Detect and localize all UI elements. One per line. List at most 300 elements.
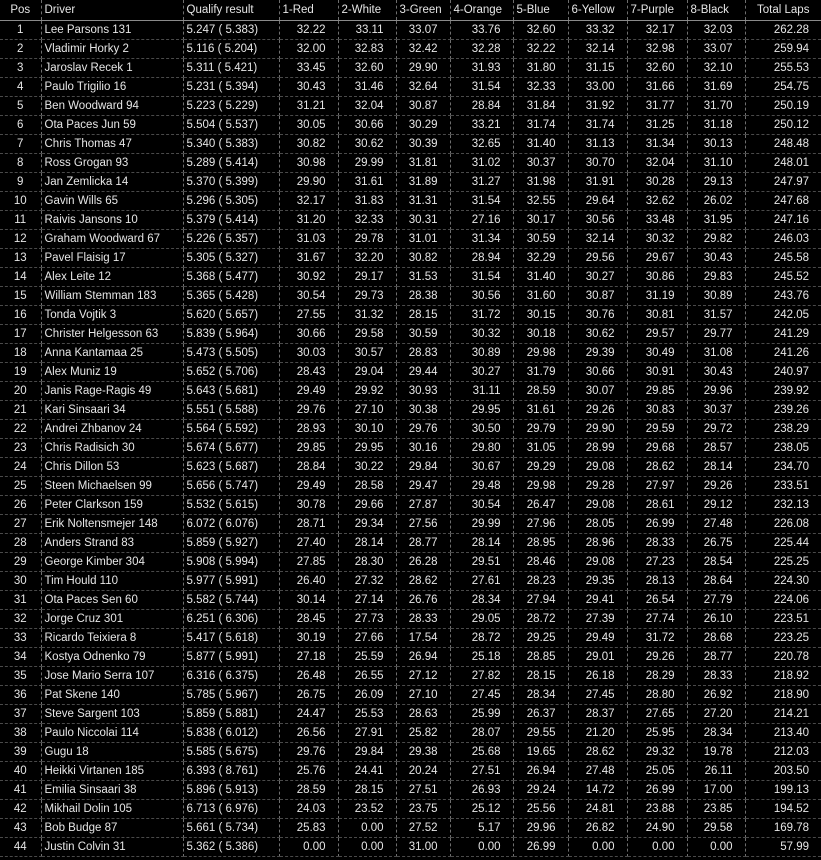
lap2-cell: 29.84 [338, 743, 396, 762]
lap3-cell: 29.84 [396, 458, 450, 477]
lap1-cell: 30.78 [279, 496, 338, 515]
lap5-cell: 28.85 [513, 648, 568, 667]
col-lap7-header: 7-Purple [627, 0, 687, 21]
qualify-cell: 5.643 ( 5.681) [183, 382, 279, 401]
lap4-cell: 31.02 [450, 154, 513, 173]
lap2-cell: 0.00 [338, 819, 396, 838]
lap3-cell: 30.31 [396, 211, 450, 230]
lap6-cell: 29.90 [568, 420, 627, 439]
qualify-cell: 5.365 ( 5.428) [183, 287, 279, 306]
lap6-cell: 27.48 [568, 762, 627, 781]
col-qualify-header: Qualify result [183, 0, 279, 21]
lap1-cell: 30.19 [279, 629, 338, 648]
total-cell: 250.12 [745, 116, 821, 135]
lap1-cell: 29.85 [279, 439, 338, 458]
driver-cell: Alex Leite 12 [41, 268, 183, 287]
total-cell: 254.75 [745, 78, 821, 97]
pos-cell: 38 [0, 724, 41, 743]
qualify-cell: 5.551 ( 5.588) [183, 401, 279, 420]
lap7-cell: 30.28 [627, 173, 687, 192]
driver-cell: Ota Paces Sen 60 [41, 591, 183, 610]
lap2-cell: 31.61 [338, 173, 396, 192]
header-row [0, 0, 821, 21]
lap4-cell: 29.51 [450, 553, 513, 572]
lap1-cell: 29.49 [279, 382, 338, 401]
table-row [0, 97, 821, 116]
lap8-cell: 30.37 [687, 401, 745, 420]
lap8-cell: 31.18 [687, 116, 745, 135]
lap2-cell: 28.30 [338, 553, 396, 572]
total-cell: 238.29 [745, 420, 821, 439]
lap8-cell: 29.72 [687, 420, 745, 439]
lap5-cell: 31.79 [513, 363, 568, 382]
lap1-cell: 31.03 [279, 230, 338, 249]
lap5-cell: 28.95 [513, 534, 568, 553]
lap5-cell: 31.61 [513, 401, 568, 420]
driver-cell: Tonda Vojtik 3 [41, 306, 183, 325]
lap7-cell: 25.95 [627, 724, 687, 743]
driver-cell: Raivis Jansons 10 [41, 211, 183, 230]
lap5-cell: 31.74 [513, 116, 568, 135]
lap3-cell: 28.15 [396, 306, 450, 325]
lap4-cell: 29.95 [450, 401, 513, 420]
driver-cell: Alex Muniz 19 [41, 363, 183, 382]
lap3-cell: 30.38 [396, 401, 450, 420]
lap4-cell: 25.18 [450, 648, 513, 667]
total-cell: 213.40 [745, 724, 821, 743]
lap1-cell: 32.17 [279, 192, 338, 211]
lap3-cell: 25.82 [396, 724, 450, 743]
total-cell: 247.97 [745, 173, 821, 192]
lap2-cell: 26.09 [338, 686, 396, 705]
lap5-cell: 29.79 [513, 420, 568, 439]
lap7-cell: 28.13 [627, 572, 687, 591]
lap1-cell: 30.54 [279, 287, 338, 306]
lap2-cell: 27.10 [338, 401, 396, 420]
lap4-cell: 29.80 [450, 439, 513, 458]
lap3-cell: 27.52 [396, 819, 450, 838]
lap3-cell: 28.62 [396, 572, 450, 591]
lap4-cell: 31.27 [450, 173, 513, 192]
qualify-cell: 5.908 ( 5.994) [183, 553, 279, 572]
lap7-cell: 23.88 [627, 800, 687, 819]
lap6-cell: 14.72 [568, 781, 627, 800]
lap4-cell: 29.48 [450, 477, 513, 496]
lap4-cell: 29.99 [450, 515, 513, 534]
lap6-cell: 26.18 [568, 667, 627, 686]
lap5-cell: 26.94 [513, 762, 568, 781]
qualify-cell: 5.362 ( 5.386) [183, 838, 279, 857]
lap3-cell: 27.87 [396, 496, 450, 515]
lap1-cell: 31.21 [279, 97, 338, 116]
lap6-cell: 30.70 [568, 154, 627, 173]
driver-cell: Andrei Zhbanov 24 [41, 420, 183, 439]
lap8-cell: 28.64 [687, 572, 745, 591]
lap3-cell: 27.10 [396, 686, 450, 705]
col-driver-header: Driver [41, 0, 183, 21]
lap8-cell: 28.77 [687, 648, 745, 667]
lap4-cell: 33.76 [450, 21, 513, 40]
lap6-cell: 28.62 [568, 743, 627, 762]
table-row [0, 401, 821, 420]
lap6-cell: 29.41 [568, 591, 627, 610]
lap6-cell: 28.99 [568, 439, 627, 458]
lap7-cell: 31.66 [627, 78, 687, 97]
lap7-cell: 30.86 [627, 268, 687, 287]
lap1-cell: 27.85 [279, 553, 338, 572]
lap4-cell: 25.99 [450, 705, 513, 724]
lap5-cell: 32.29 [513, 249, 568, 268]
qualify-cell: 5.340 ( 5.383) [183, 135, 279, 154]
lap5-cell: 26.37 [513, 705, 568, 724]
qualify-cell: 5.877 ( 5.991) [183, 648, 279, 667]
lap1-cell: 27.40 [279, 534, 338, 553]
pos-cell: 23 [0, 439, 41, 458]
col-lap8-header: 8-Black [687, 0, 745, 21]
table-row [0, 287, 821, 306]
lap8-cell: 32.03 [687, 21, 745, 40]
pos-cell: 34 [0, 648, 41, 667]
lap1-cell: 29.90 [279, 173, 338, 192]
qualify-cell: 5.620 ( 5.657) [183, 306, 279, 325]
lap7-cell: 32.60 [627, 59, 687, 78]
total-cell: 214.21 [745, 705, 821, 724]
lap5-cell: 31.98 [513, 173, 568, 192]
lap5-cell: 27.94 [513, 591, 568, 610]
lap2-cell: 29.73 [338, 287, 396, 306]
table-row [0, 344, 821, 363]
total-cell: 243.76 [745, 287, 821, 306]
lap3-cell: 20.24 [396, 762, 450, 781]
lap4-cell: 30.27 [450, 363, 513, 382]
lap8-cell: 26.11 [687, 762, 745, 781]
table-row [0, 420, 821, 439]
lap5-cell: 31.80 [513, 59, 568, 78]
driver-cell: Anders Strand 83 [41, 534, 183, 553]
lap4-cell: 31.11 [450, 382, 513, 401]
lap3-cell: 30.59 [396, 325, 450, 344]
lap5-cell: 32.33 [513, 78, 568, 97]
lap3-cell: 33.07 [396, 21, 450, 40]
lap6-cell: 31.74 [568, 116, 627, 135]
driver-cell: Lee Parsons 131 [41, 21, 183, 40]
lap2-cell: 30.66 [338, 116, 396, 135]
table-row [0, 591, 821, 610]
qualify-cell: 6.251 ( 6.306) [183, 610, 279, 629]
pos-cell: 10 [0, 192, 41, 211]
total-cell: 224.30 [745, 572, 821, 591]
pos-cell: 20 [0, 382, 41, 401]
lap4-cell: 32.28 [450, 40, 513, 59]
qualify-cell: 5.564 ( 5.592) [183, 420, 279, 439]
lap4-cell: 30.50 [450, 420, 513, 439]
qualify-cell: 6.713 ( 6.976) [183, 800, 279, 819]
lap8-cell: 29.12 [687, 496, 745, 515]
total-cell: 238.05 [745, 439, 821, 458]
lap2-cell: 32.04 [338, 97, 396, 116]
lap7-cell: 32.62 [627, 192, 687, 211]
lap2-cell: 26.55 [338, 667, 396, 686]
pos-cell: 17 [0, 325, 41, 344]
total-cell: 246.03 [745, 230, 821, 249]
table-row [0, 306, 821, 325]
lap3-cell: 31.01 [396, 230, 450, 249]
lap8-cell: 19.78 [687, 743, 745, 762]
qualify-cell: 5.311 ( 5.421) [183, 59, 279, 78]
lap1-cell: 30.92 [279, 268, 338, 287]
lap5-cell: 31.84 [513, 97, 568, 116]
lap7-cell: 30.83 [627, 401, 687, 420]
qualify-cell: 5.661 ( 5.734) [183, 819, 279, 838]
lap7-cell: 29.32 [627, 743, 687, 762]
lap5-cell: 32.22 [513, 40, 568, 59]
pos-cell: 18 [0, 344, 41, 363]
lap4-cell: 31.72 [450, 306, 513, 325]
lap8-cell: 30.43 [687, 249, 745, 268]
pos-cell: 6 [0, 116, 41, 135]
lap6-cell: 29.49 [568, 629, 627, 648]
driver-cell: Justin Colvin 31 [41, 838, 183, 857]
lap4-cell: 27.45 [450, 686, 513, 705]
qualify-cell: 5.116 ( 5.204) [183, 40, 279, 59]
lap2-cell: 29.95 [338, 439, 396, 458]
lap2-cell: 29.92 [338, 382, 396, 401]
lap7-cell: 27.97 [627, 477, 687, 496]
pos-cell: 28 [0, 534, 41, 553]
driver-cell: Ota Paces Jun 59 [41, 116, 183, 135]
col-pos-header: Pos [0, 0, 41, 21]
lap3-cell: 26.76 [396, 591, 450, 610]
lap2-cell: 30.22 [338, 458, 396, 477]
lap6-cell: 31.92 [568, 97, 627, 116]
lap8-cell: 26.92 [687, 686, 745, 705]
total-cell: 241.26 [745, 344, 821, 363]
lap7-cell: 29.26 [627, 648, 687, 667]
pos-cell: 4 [0, 78, 41, 97]
qualify-cell: 5.368 ( 5.477) [183, 268, 279, 287]
lap8-cell: 29.77 [687, 325, 745, 344]
lap8-cell: 30.89 [687, 287, 745, 306]
lap6-cell: 29.08 [568, 553, 627, 572]
lap1-cell: 25.76 [279, 762, 338, 781]
table-row [0, 553, 821, 572]
lap1-cell: 30.03 [279, 344, 338, 363]
table-row [0, 154, 821, 173]
lap2-cell: 28.15 [338, 781, 396, 800]
lap5-cell: 26.99 [513, 838, 568, 857]
lap6-cell: 29.39 [568, 344, 627, 363]
lap4-cell: 25.68 [450, 743, 513, 762]
lap2-cell: 29.17 [338, 268, 396, 287]
lap5-cell: 29.24 [513, 781, 568, 800]
lap2-cell: 27.32 [338, 572, 396, 591]
qualify-cell: 5.785 ( 5.967) [183, 686, 279, 705]
lap7-cell: 30.81 [627, 306, 687, 325]
qualify-cell: 5.305 ( 5.327) [183, 249, 279, 268]
table-row [0, 439, 821, 458]
lap2-cell: 33.11 [338, 21, 396, 40]
lap2-cell: 28.14 [338, 534, 396, 553]
lap4-cell: 28.72 [450, 629, 513, 648]
driver-cell: Anna Kantamaa 25 [41, 344, 183, 363]
lap4-cell: 25.12 [450, 800, 513, 819]
qualify-cell: 5.370 ( 5.399) [183, 173, 279, 192]
lap5-cell: 29.98 [513, 344, 568, 363]
total-cell: 223.51 [745, 610, 821, 629]
lap1-cell: 26.56 [279, 724, 338, 743]
lap2-cell: 29.34 [338, 515, 396, 534]
lap8-cell: 27.48 [687, 515, 745, 534]
lap7-cell: 28.62 [627, 458, 687, 477]
lap8-cell: 30.43 [687, 363, 745, 382]
lap4-cell: 31.54 [450, 78, 513, 97]
lap3-cell: 29.47 [396, 477, 450, 496]
lap3-cell: 27.51 [396, 781, 450, 800]
driver-cell: Chris Thomas 47 [41, 135, 183, 154]
lap2-cell: 0.00 [338, 838, 396, 857]
lap7-cell: 31.72 [627, 629, 687, 648]
table-row [0, 325, 821, 344]
driver-cell: William Stemman 183 [41, 287, 183, 306]
lap7-cell: 31.25 [627, 116, 687, 135]
col-lap5-header: 5-Blue [513, 0, 568, 21]
total-cell: 218.92 [745, 667, 821, 686]
lap1-cell: 29.49 [279, 477, 338, 496]
qualify-cell: 6.316 ( 6.375) [183, 667, 279, 686]
lap8-cell: 28.14 [687, 458, 745, 477]
total-cell: 234.70 [745, 458, 821, 477]
lap5-cell: 31.40 [513, 135, 568, 154]
lap4-cell: 31.54 [450, 268, 513, 287]
lap6-cell: 30.27 [568, 268, 627, 287]
lap5-cell: 28.72 [513, 610, 568, 629]
lap5-cell: 29.29 [513, 458, 568, 477]
lap4-cell: 30.56 [450, 287, 513, 306]
lap6-cell: 30.07 [568, 382, 627, 401]
lap2-cell: 27.91 [338, 724, 396, 743]
lap1-cell: 27.18 [279, 648, 338, 667]
driver-cell: Janis Rage-Ragis 49 [41, 382, 183, 401]
lap6-cell: 28.05 [568, 515, 627, 534]
lap1-cell: 32.22 [279, 21, 338, 40]
lap5-cell: 28.34 [513, 686, 568, 705]
driver-cell: Jaroslav Recek 1 [41, 59, 183, 78]
qualify-cell: 5.674 ( 5.677) [183, 439, 279, 458]
driver-cell: Pat Skene 140 [41, 686, 183, 705]
lap3-cell: 28.83 [396, 344, 450, 363]
lap4-cell: 27.61 [450, 572, 513, 591]
lap5-cell: 29.55 [513, 724, 568, 743]
lap3-cell: 29.76 [396, 420, 450, 439]
lap2-cell: 31.83 [338, 192, 396, 211]
lap8-cell: 31.69 [687, 78, 745, 97]
total-cell: 255.53 [745, 59, 821, 78]
lap6-cell: 31.13 [568, 135, 627, 154]
lap1-cell: 28.93 [279, 420, 338, 439]
pos-cell: 21 [0, 401, 41, 420]
table-row [0, 116, 821, 135]
pos-cell: 24 [0, 458, 41, 477]
pos-cell: 13 [0, 249, 41, 268]
lap8-cell: 28.68 [687, 629, 745, 648]
lap5-cell: 30.15 [513, 306, 568, 325]
table-row [0, 173, 821, 192]
lap3-cell: 30.29 [396, 116, 450, 135]
qualify-cell: 5.585 ( 5.675) [183, 743, 279, 762]
lap3-cell: 30.16 [396, 439, 450, 458]
lap1-cell: 25.83 [279, 819, 338, 838]
lap1-cell: 26.48 [279, 667, 338, 686]
lap8-cell: 30.13 [687, 135, 745, 154]
lap1-cell: 28.84 [279, 458, 338, 477]
pos-cell: 30 [0, 572, 41, 591]
pos-cell: 43 [0, 819, 41, 838]
qualify-cell: 5.504 ( 5.537) [183, 116, 279, 135]
lap4-cell: 28.14 [450, 534, 513, 553]
lap8-cell: 31.57 [687, 306, 745, 325]
lap8-cell: 28.54 [687, 553, 745, 572]
lap5-cell: 31.60 [513, 287, 568, 306]
lap8-cell: 28.34 [687, 724, 745, 743]
lap3-cell: 31.00 [396, 838, 450, 857]
lap2-cell: 31.46 [338, 78, 396, 97]
lap8-cell: 29.83 [687, 268, 745, 287]
lap4-cell: 5.17 [450, 819, 513, 838]
lap1-cell: 29.76 [279, 401, 338, 420]
lap1-cell: 30.82 [279, 135, 338, 154]
qualify-cell: 5.656 ( 5.747) [183, 477, 279, 496]
total-cell: 247.16 [745, 211, 821, 230]
driver-cell: Chris Radisich 30 [41, 439, 183, 458]
pos-cell: 8 [0, 154, 41, 173]
lap4-cell: 32.65 [450, 135, 513, 154]
pos-cell: 11 [0, 211, 41, 230]
lap3-cell: 32.42 [396, 40, 450, 59]
total-cell: 245.52 [745, 268, 821, 287]
driver-cell: Christer Helgesson 63 [41, 325, 183, 344]
lap5-cell: 28.59 [513, 382, 568, 401]
table-row [0, 458, 821, 477]
lap4-cell: 30.67 [450, 458, 513, 477]
pos-cell: 39 [0, 743, 41, 762]
lap7-cell: 27.65 [627, 705, 687, 724]
table-row [0, 382, 821, 401]
lap5-cell: 30.17 [513, 211, 568, 230]
table-row [0, 211, 821, 230]
qualify-cell: 6.072 ( 6.076) [183, 515, 279, 534]
driver-cell: Paulo Niccolai 114 [41, 724, 183, 743]
lap6-cell: 30.76 [568, 306, 627, 325]
lap3-cell: 28.77 [396, 534, 450, 553]
lap5-cell: 19.65 [513, 743, 568, 762]
lap3-cell: 32.64 [396, 78, 450, 97]
lap6-cell: 29.64 [568, 192, 627, 211]
total-cell: 239.92 [745, 382, 821, 401]
qualify-cell: 5.582 ( 5.744) [183, 591, 279, 610]
lap8-cell: 26.10 [687, 610, 745, 629]
table-row [0, 192, 821, 211]
driver-cell: Bob Budge 87 [41, 819, 183, 838]
lap6-cell: 21.20 [568, 724, 627, 743]
pos-cell: 12 [0, 230, 41, 249]
driver-cell: Vladimir Horky 2 [41, 40, 183, 59]
lap8-cell: 29.96 [687, 382, 745, 401]
lap3-cell: 29.38 [396, 743, 450, 762]
lap3-cell: 29.44 [396, 363, 450, 382]
lap1-cell: 24.03 [279, 800, 338, 819]
lap5-cell: 32.55 [513, 192, 568, 211]
total-cell: 57.99 [745, 838, 821, 857]
